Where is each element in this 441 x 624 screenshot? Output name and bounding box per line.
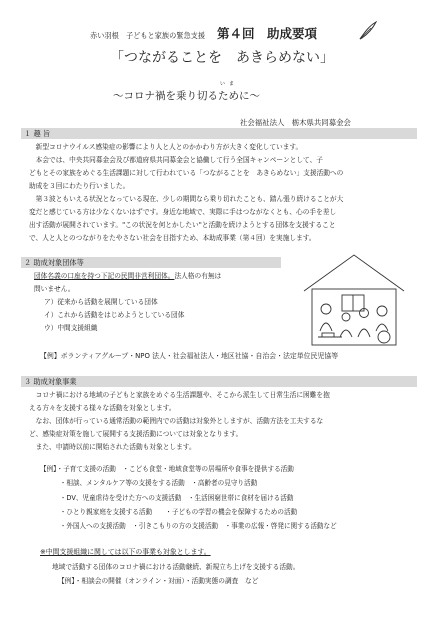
section-3-examples [40,462,337,533]
list-item: ア）従来から活動を展開している団体 [44,297,158,306]
list-item: イ）これから活動をはじめようとしている団体 [44,310,185,319]
intermediary-note-title: ※中間支援組織に関しては以下の事業も対象とします。 [40,548,211,556]
eligibility-underlined: 団体名義の口座を持つ下記の民間非営利団体。 [34,272,175,280]
example-line: 【例】・子育て支援の活動 ・こども食堂・地域食堂等の居場所や食事を提供する活動 [40,465,294,473]
document-title: 第４回 助成要項 [217,26,318,41]
organization-name: 社会福祉法人 栃木県共同募金会 [240,118,351,127]
text-line: える方々を支援する様々な活動を対象とします。 [29,403,176,412]
text-line: 第３波ともいえる状況となっている現在、少しの期間なら乗り切れたことも、踏ん張り続けることが大 [29,195,344,203]
text-line: 新型コロナウイルス感染症の影響により人と人とのかかわり方が大きく変化しています。 [29,143,303,151]
section-1-paragraph-1 [29,141,424,193]
text-line: ど、感染症対策を施して展開する支援活動については対象となります。 [29,429,243,438]
section-3-heading: ３ 助成対象事業 [21,376,417,387]
text-line: 出す活動が展開されています。"この状況を何とかしたい"と活動を続けようとする団体を支援すること [29,220,336,229]
text-line: コロナ禍における地域の子どもと家族をめぐる生活課題や、そこから派生して日常生活に困難を抱 [29,391,330,399]
text-line: 助成を３回にわたり行いました。 [29,181,130,190]
title-row [90,24,317,42]
list-item: ウ）中間支援組織 [44,323,98,332]
section-2-heading: ２ 助成対象団体等 [21,257,281,268]
text-line: また、申請時以前に開始された活動も対象とします。 [29,442,196,451]
text-line: 本会では、中央共同募金会及び都道府県共同募金会と協働して行う全国キャンペーンとして、子 [29,155,323,164]
section-3-body [29,389,424,454]
intermediary-note-example: 【例】・相談会の開催（オンライン・対面）・活動実態の調査 など [58,577,259,585]
ruby-text: いま [220,81,239,87]
title-prefix: 赤い羽根 子どもと家族の緊急支援 [90,31,206,40]
headline: 「つながることを あきらめない」 [110,50,334,66]
intermediary-note-body: 地域で活動する団体のコロナ禍における活動継続、新規立ち上げを支援する活動。 [52,563,300,571]
text-line: なお、団体が行っている通常活動の範囲内での活動は対象外としますが、活動方法を工夫するな [29,416,324,425]
text-line [34,270,299,283]
eligibility-rest: 法人格の有無は [174,272,222,280]
text-line: どもとその家族をめぐる生活課題に対して行われている「つながることを あきらめない」支援活動への [29,168,344,177]
section-2-body [34,270,299,335]
text-line: 問いません。 [34,284,75,293]
example-line: ・外国人への支援活動 ・引きこもりの方の支援活動 ・事業の広報・啓発に関する活動など [40,522,337,531]
section-2-example: 【例】ボランティアグループ・NPO 法人・社会福祉法人・地区社協・自治会・法定単位民児協等 [40,352,339,360]
family-house-illustration [298,251,410,347]
section-1-paragraph-2 [29,193,424,245]
example-line: ・相談、メンタルケア等の支援をする活動 ・高齢者の見守り活動 [40,479,258,488]
text-line: 変だと感じている方は少なくないはずです。身近な地域で、実際に手はつながなくとも、心の手を差し [29,207,337,216]
example-line: ・ひとり親家庭を支援する活動 ・子どもの学習の機会を保障するための活動 [40,507,298,516]
section-1-heading: １ 趣 旨 [21,128,417,139]
text-line: で、人と人とのつながりをたやさない社会を目指すため、本助成事業（第４回）を実施します。 [29,233,316,242]
example-line: ・DV、児童虐待を受けた方への支援活動 ・生活困窮世帯に食材を届ける活動 [40,493,294,502]
red-feather-icon [357,20,379,42]
subtitle: 〜コロナ禍を乗り切るために〜 [113,90,260,102]
